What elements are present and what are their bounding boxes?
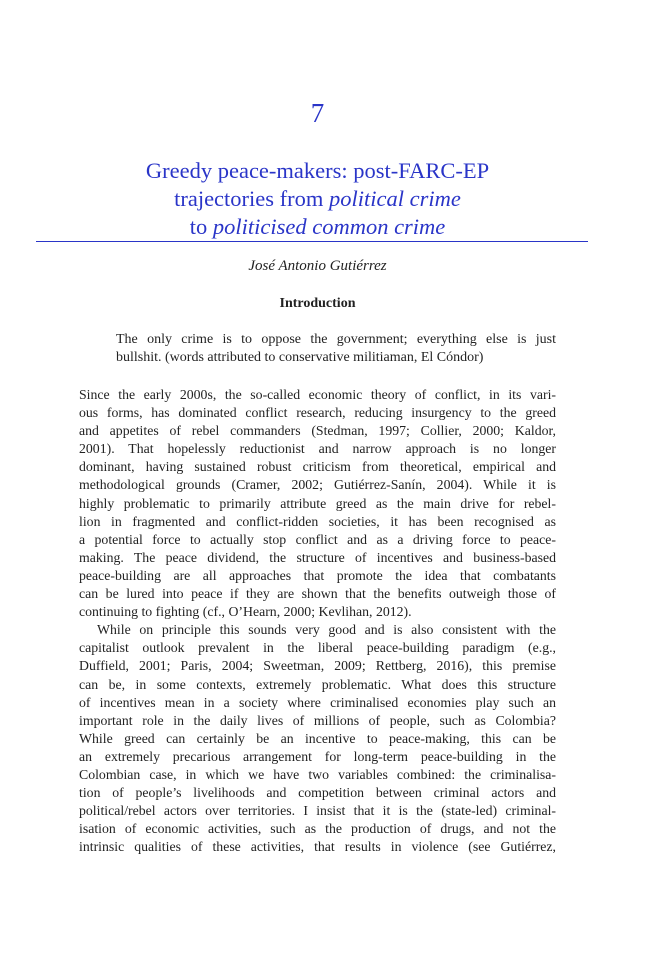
chapter-title-line-3 [0,213,635,241]
chapter-title-line-3-text: to [189,214,213,239]
text-line: capitalist outlook prevalent in the liberal peace-building paradigm (e.g., [79,640,556,656]
text-line: While greed can certainly be an incentive to peace-making, this can be [79,730,556,746]
text-line: important role in the daily lives of millions of people, such as Colombia? [79,712,556,728]
text-line: can be lured into peace if they are shown that the benefits outweigh those of [79,586,556,602]
text-line: highly problematic to primarily attribute greed as the main drive for rebel- [79,495,556,511]
chapter-title-line-2-text: trajectories from [174,186,330,211]
text-line: making. The peace dividend, the structure of incentives and business-based [79,549,556,565]
text-line: tion of people’s livelihoods and competition between criminal actors and [79,785,556,801]
text-line: peace-building are all approaches that promote the idea that combatants [79,567,556,583]
text-line: While on principle this sounds very good and is also consistent with the [97,622,556,638]
paragraph-2 [79,621,556,856]
chapter-title-line-1-text: Greedy peace-makers: post-FARC-EP [145,158,490,183]
text-line: a potential force to actually stop conflict and as a driving force to peace- [79,531,556,547]
text-line: isation of economic activities, such as the production of drugs, and not the [79,821,556,837]
text-line: dominant, having sustained robust criticism from theoretical, empirical and [79,459,556,475]
text-line: intrinsic qualities of these activities, that results in violence (see Gutiérrez, [79,839,556,855]
text-line: Colombian case, in which we have two variables combined: the criminalisa- [79,766,556,782]
title-rule [36,241,588,242]
text-line: ous forms, has dominated conflict research, reducing insurgency to the greed [79,405,556,421]
chapter-title-line-2 [0,185,635,213]
author-name: José Antonio Gutiérrez [248,258,387,274]
text-line: 2001). That hopelessly reductionist and narrow approach is no longer [79,441,556,457]
text-line: Duffield, 2001; Paris, 2004; Sweetman, 2009; Rettberg, 2016), this premise [79,658,556,674]
chapter-title-line-1 [0,157,635,185]
text-line: and appetites of rebel commanders (Stedman, 1997; Collier, 2000; Kaldor, [79,423,556,439]
chapter-number: 7 [310,98,325,128]
text-line: can be, in some contexts, extremely problematic. What does this structure [79,676,556,692]
epigraph-line: The only crime is to oppose the government; everything else is just [116,332,556,347]
body-text [79,386,556,856]
chapter-title-line-2-emphasis: political crime [329,186,461,211]
epigraph-line: bullshit. (words attributed to conservative militiaman, El Cóndor) [116,350,484,365]
text-line: Since the early 2000s, the so-called economic theory of conflict, in its vari- [79,387,556,402]
chapter-title-line-3-emphasis: politicised common crime [212,214,446,239]
section-heading: Introduction [279,296,356,311]
epigraph [116,331,556,367]
chapter-title [0,157,635,241]
text-line: lion in fragmented and conflict-ridden societies, it has been recognised as [79,513,556,529]
text-line: continuing to fighting (cf., O’Hearn, 2000; Kevlihan, 2012). [79,604,412,620]
text-line: of incentives mean in a society where criminalised economies play such an [79,694,556,710]
paragraph-1 [79,386,556,621]
text-line: political/rebel actors over territories. I insist that it is the (state-led) criminal- [79,803,556,819]
text-line: an extremely precarious arrangement for long-term peace-building in the [79,748,556,764]
text-line: methodological grounds (Cramer, 2002; Gutiérrez-Sanín, 2004). While it is [79,477,556,493]
